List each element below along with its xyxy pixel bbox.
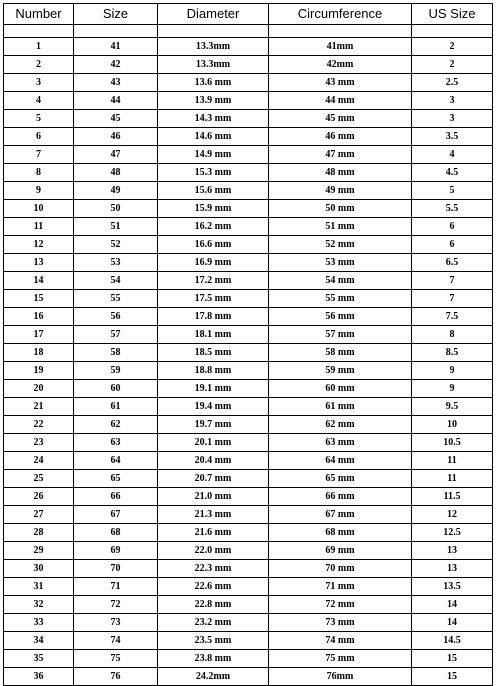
cell-diameter: 20.4 mm [158,452,269,470]
blank-row [4,25,493,38]
cell-circumference: 53 mm [269,254,412,272]
cell-number: 22 [4,416,74,434]
cell-size: 42 [74,56,158,74]
cell-number: 26 [4,488,74,506]
table-row [4,218,493,236]
header-size: Size [74,4,158,25]
cell-circumference: 50 mm [269,200,412,218]
cell-size: 57 [74,326,158,344]
cell-size: 75 [74,650,158,668]
table-row [4,488,493,506]
cell-diameter: 14.3 mm [158,110,269,128]
cell-diameter: 22.6 mm [158,578,269,596]
cell-number: 27 [4,506,74,524]
cell-circumference: 52 mm [269,236,412,254]
cell-diameter: 16.2 mm [158,218,269,236]
cell-circumference: 46 mm [269,128,412,146]
cell-number: 31 [4,578,74,596]
cell-number: 17 [4,326,74,344]
header-diameter: Diameter [158,4,269,25]
cell-circumference: 75 mm [269,650,412,668]
cell-diameter: 13.6 mm [158,74,269,92]
ring-size-sheet [3,3,492,682]
cell-size: 61 [74,398,158,416]
cell-size: 53 [74,254,158,272]
blank-cell [74,25,158,38]
cell-diameter: 18.8 mm [158,362,269,380]
cell-circumference: 60 mm [269,380,412,398]
blank-cell [158,25,269,38]
cell-number: 29 [4,542,74,560]
cell-diameter: 13.3mm [158,38,269,56]
cell-us-size: 15 [412,668,493,686]
cell-diameter: 22.3 mm [158,560,269,578]
cell-us-size: 11.5 [412,488,493,506]
cell-us-size: 13 [412,542,493,560]
cell-circumference: 76mm [269,668,412,686]
table-row [4,542,493,560]
table-row [4,56,493,74]
cell-number: 23 [4,434,74,452]
cell-size: 73 [74,614,158,632]
cell-us-size: 13.5 [412,578,493,596]
cell-us-size: 6.5 [412,254,493,272]
cell-circumference: 41mm [269,38,412,56]
cell-size: 44 [74,92,158,110]
cell-diameter: 20.1 mm [158,434,269,452]
cell-number: 25 [4,470,74,488]
cell-us-size: 8 [412,326,493,344]
cell-diameter: 13.9 mm [158,92,269,110]
cell-us-size: 10 [412,416,493,434]
cell-diameter: 19.1 mm [158,380,269,398]
cell-circumference: 68 mm [269,524,412,542]
table-row [4,398,493,416]
cell-us-size: 8.5 [412,344,493,362]
cell-circumference: 54 mm [269,272,412,290]
cell-diameter: 19.4 mm [158,398,269,416]
cell-us-size: 14.5 [412,632,493,650]
cell-number: 3 [4,74,74,92]
cell-us-size: 12 [412,506,493,524]
table-row [4,614,493,632]
header-number: Number [4,4,74,25]
cell-size: 47 [74,146,158,164]
cell-us-size: 14 [412,596,493,614]
cell-size: 60 [74,380,158,398]
cell-diameter: 16.9 mm [158,254,269,272]
table-row [4,200,493,218]
cell-circumference: 44 mm [269,92,412,110]
ring-size-table [3,3,493,686]
blank-cell [4,25,74,38]
cell-size: 63 [74,434,158,452]
cell-circumference: 69 mm [269,542,412,560]
cell-us-size: 12.5 [412,524,493,542]
cell-diameter: 22.0 mm [158,542,269,560]
cell-circumference: 70 mm [269,560,412,578]
cell-number: 4 [4,92,74,110]
cell-number: 28 [4,524,74,542]
cell-diameter: 23.5 mm [158,632,269,650]
table-row [4,596,493,614]
cell-diameter: 17.8 mm [158,308,269,326]
cell-size: 56 [74,308,158,326]
cell-size: 41 [74,38,158,56]
table-row [4,254,493,272]
cell-circumference: 66 mm [269,488,412,506]
cell-size: 54 [74,272,158,290]
table-row [4,434,493,452]
cell-us-size: 9.5 [412,398,493,416]
cell-us-size: 3.5 [412,128,493,146]
header-row [4,4,493,25]
cell-diameter: 24.2mm [158,668,269,686]
cell-us-size: 7 [412,290,493,308]
cell-us-size: 13 [412,560,493,578]
cell-circumference: 49 mm [269,182,412,200]
cell-diameter: 19.7 mm [158,416,269,434]
cell-us-size: 11 [412,470,493,488]
cell-number: 13 [4,254,74,272]
table-row [4,452,493,470]
table-body [4,25,493,686]
table-row [4,272,493,290]
cell-circumference: 61 mm [269,398,412,416]
cell-us-size: 6 [412,218,493,236]
table-row [4,524,493,542]
cell-diameter: 18.1 mm [158,326,269,344]
table-row [4,164,493,182]
cell-circumference: 47 mm [269,146,412,164]
cell-circumference: 42mm [269,56,412,74]
cell-diameter: 21.6 mm [158,524,269,542]
cell-number: 20 [4,380,74,398]
cell-circumference: 59 mm [269,362,412,380]
table-row [4,668,493,686]
cell-circumference: 51 mm [269,218,412,236]
cell-circumference: 73 mm [269,614,412,632]
table-row [4,344,493,362]
cell-size: 64 [74,452,158,470]
cell-circumference: 48 mm [269,164,412,182]
cell-number: 14 [4,272,74,290]
cell-size: 71 [74,578,158,596]
table-row [4,290,493,308]
cell-size: 52 [74,236,158,254]
cell-us-size: 3 [412,92,493,110]
cell-size: 49 [74,182,158,200]
cell-us-size: 2 [412,56,493,74]
cell-size: 45 [74,110,158,128]
table-row [4,236,493,254]
cell-number: 34 [4,632,74,650]
table-row [4,506,493,524]
cell-diameter: 16.6 mm [158,236,269,254]
cell-size: 55 [74,290,158,308]
cell-us-size: 15 [412,650,493,668]
cell-size: 51 [74,218,158,236]
cell-size: 69 [74,542,158,560]
cell-number: 24 [4,452,74,470]
cell-size: 70 [74,560,158,578]
cell-circumference: 64 mm [269,452,412,470]
table-row [4,380,493,398]
cell-diameter: 22.8 mm [158,596,269,614]
cell-us-size: 4.5 [412,164,493,182]
table-row [4,578,493,596]
blank-cell [412,25,493,38]
table-row [4,182,493,200]
cell-diameter: 23.8 mm [158,650,269,668]
cell-circumference: 63 mm [269,434,412,452]
cell-us-size: 6 [412,236,493,254]
cell-us-size: 9 [412,380,493,398]
cell-number: 8 [4,164,74,182]
cell-circumference: 67 mm [269,506,412,524]
cell-number: 19 [4,362,74,380]
cell-us-size: 9 [412,362,493,380]
cell-us-size: 3 [412,110,493,128]
cell-size: 58 [74,344,158,362]
table-row [4,92,493,110]
cell-number: 16 [4,308,74,326]
cell-diameter: 21.3 mm [158,506,269,524]
cell-diameter: 15.6 mm [158,182,269,200]
table-row [4,560,493,578]
cell-diameter: 23.2 mm [158,614,269,632]
cell-circumference: 55 mm [269,290,412,308]
cell-us-size: 7.5 [412,308,493,326]
cell-number: 11 [4,218,74,236]
cell-circumference: 56 mm [269,308,412,326]
cell-number: 10 [4,200,74,218]
cell-size: 59 [74,362,158,380]
cell-number: 7 [4,146,74,164]
cell-us-size: 5.5 [412,200,493,218]
cell-circumference: 45 mm [269,110,412,128]
cell-size: 68 [74,524,158,542]
cell-number: 6 [4,128,74,146]
cell-size: 72 [74,596,158,614]
cell-number: 18 [4,344,74,362]
header-us-size: US Size [412,4,493,25]
cell-size: 46 [74,128,158,146]
cell-number: 35 [4,650,74,668]
cell-diameter: 17.5 mm [158,290,269,308]
cell-number: 9 [4,182,74,200]
cell-number: 2 [4,56,74,74]
cell-number: 33 [4,614,74,632]
table-row [4,326,493,344]
cell-size: 62 [74,416,158,434]
cell-us-size: 2.5 [412,74,493,92]
header-circumference: Circumference [269,4,412,25]
cell-diameter: 20.7 mm [158,470,269,488]
blank-cell [269,25,412,38]
cell-us-size: 2 [412,38,493,56]
cell-number: 5 [4,110,74,128]
cell-circumference: 72 mm [269,596,412,614]
cell-diameter: 13.3mm [158,56,269,74]
table-row [4,128,493,146]
table-row [4,632,493,650]
cell-size: 65 [74,470,158,488]
cell-diameter: 18.5 mm [158,344,269,362]
cell-number: 36 [4,668,74,686]
cell-circumference: 65 mm [269,470,412,488]
table-row [4,650,493,668]
cell-diameter: 14.6 mm [158,128,269,146]
cell-us-size: 14 [412,614,493,632]
cell-diameter: 17.2 mm [158,272,269,290]
table-row [4,146,493,164]
table-row [4,38,493,56]
cell-size: 67 [74,506,158,524]
table-row [4,416,493,434]
cell-number: 1 [4,38,74,56]
cell-circumference: 58 mm [269,344,412,362]
cell-diameter: 21.0 mm [158,488,269,506]
cell-circumference: 74 mm [269,632,412,650]
cell-diameter: 15.3 mm [158,164,269,182]
cell-us-size: 4 [412,146,493,164]
cell-size: 74 [74,632,158,650]
cell-number: 15 [4,290,74,308]
cell-circumference: 43 mm [269,74,412,92]
cell-circumference: 62 mm [269,416,412,434]
cell-us-size: 5 [412,182,493,200]
table-row [4,362,493,380]
table-row [4,470,493,488]
cell-number: 32 [4,596,74,614]
cell-size: 76 [74,668,158,686]
table-row [4,110,493,128]
cell-us-size: 7 [412,272,493,290]
table-row [4,308,493,326]
cell-size: 43 [74,74,158,92]
cell-size: 66 [74,488,158,506]
table-row [4,74,493,92]
cell-size: 48 [74,164,158,182]
cell-diameter: 14.9 mm [158,146,269,164]
cell-circumference: 71 mm [269,578,412,596]
cell-number: 21 [4,398,74,416]
cell-size: 50 [74,200,158,218]
cell-us-size: 10.5 [412,434,493,452]
cell-diameter: 15.9 mm [158,200,269,218]
cell-number: 12 [4,236,74,254]
cell-us-size: 11 [412,452,493,470]
cell-number: 30 [4,560,74,578]
cell-circumference: 57 mm [269,326,412,344]
